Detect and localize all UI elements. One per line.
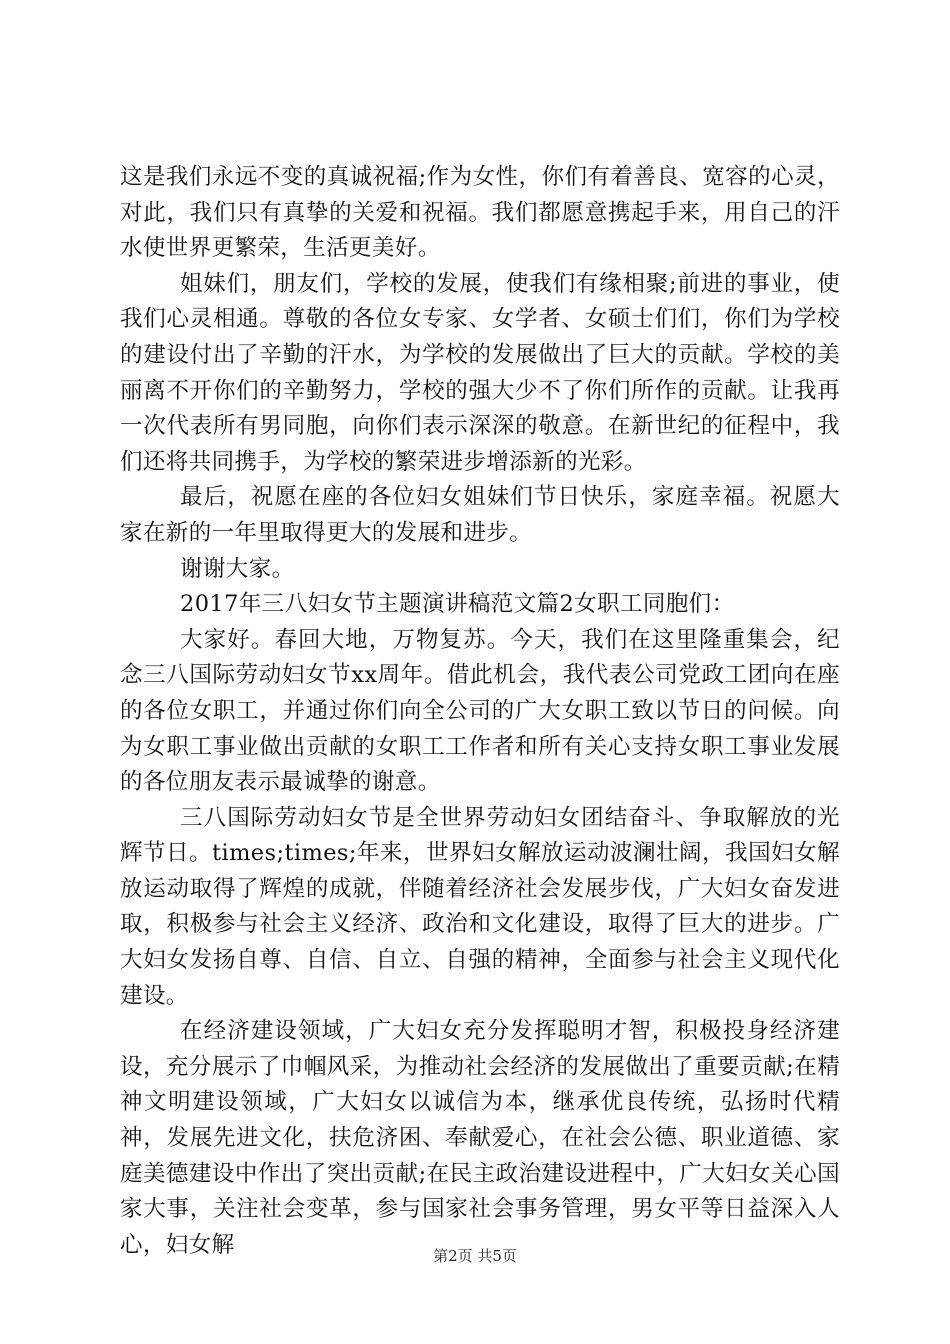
- paragraph: 在经济建设领域，广大妇女充分发挥聪明才智，积极投身经济建设，充分展示了巾帼风采，为推动社会经济的发展做出了重要贡献;在精神文明建设领域，广大妇女以诚信为本，继承优良传统，弘扬时代精神，发展先进文化，扶危济困、奉献爱心，在社会公德、职业道德、家庭美德建设中作出了突出贡献;在民主政治建设进程中，广大妇女关心国家大事，关注社会变革，参与国家社会事务管理，男女平等日益深入人心，妇女解: [120, 1018, 840, 1258]
- paragraph: 这是我们永远不变的真诚祝福;作为女性，你们有着善良、宽容的心灵，对此，我们只有真挚的关爱和祝福。我们都愿意携起手来，用自己的汗水使世界更繁荣，生活更美好。: [120, 164, 840, 262]
- section-heading: 2017年三八妇女节主题演讲稿范文篇2女职工同胞们：: [180, 591, 735, 618]
- paragraph: 大家好。春回大地，万物复苏。今天，我们在这里隆重集会，纪念三八国际劳动妇女节xx周年。借此机会，我代表公司党政工团向在座的各位女职工，并通过你们向全公司的广大女职工致以节日的问候。向为女职工事业做出贡献的女职工工作者和所有关心支持女职工事业发展的各位朋友表示最诚挚的谢意。: [120, 626, 840, 796]
- paragraph: 姐妹们，朋友们，学校的发展，使我们有缘相聚;前进的事业，使我们心灵相通。尊敬的各位女专家、女学者、女硕士们们，你们为学校的建设付出了辛勤的汗水，为学校的发展做出了巨大的贡献。学校的美丽离不开你们的辛勤努力，学校的强大少不了你们所作的贡献。让我再一次代表所有男同胞，向你们表示深深的敬意。在新世纪的征程中，我们还将共同携手，为学校的繁荣进步增添新的光彩。: [120, 270, 840, 475]
- paragraph: 最后，祝愿在座的各位妇女姐妹们节日快乐，家庭幸福。祝愿大家在新的一年里取得更大的发展和进步。: [120, 484, 840, 546]
- page-number-footer: 第2页 共5页: [433, 1247, 517, 1265]
- document-body: [120, 160, 840, 1263]
- paragraph: 三八国际劳动妇女节是全世界劳动妇女团结奋斗、争取解放的光辉节日。times;times;年来，世界妇女解放运动波澜壮阔，我国妇女解放运动取得了辉煌的成就，伴随着经济社会发展步伐，广大妇女奋发进取，积极参与社会主义经济、政治和文化建设，取得了巨大的进步。广大妇女发扬自尊、自信、自立、自强的精神，全面参与社会主义现代化建设。: [120, 804, 840, 1009]
- paragraph: 谢谢大家。: [180, 555, 295, 582]
